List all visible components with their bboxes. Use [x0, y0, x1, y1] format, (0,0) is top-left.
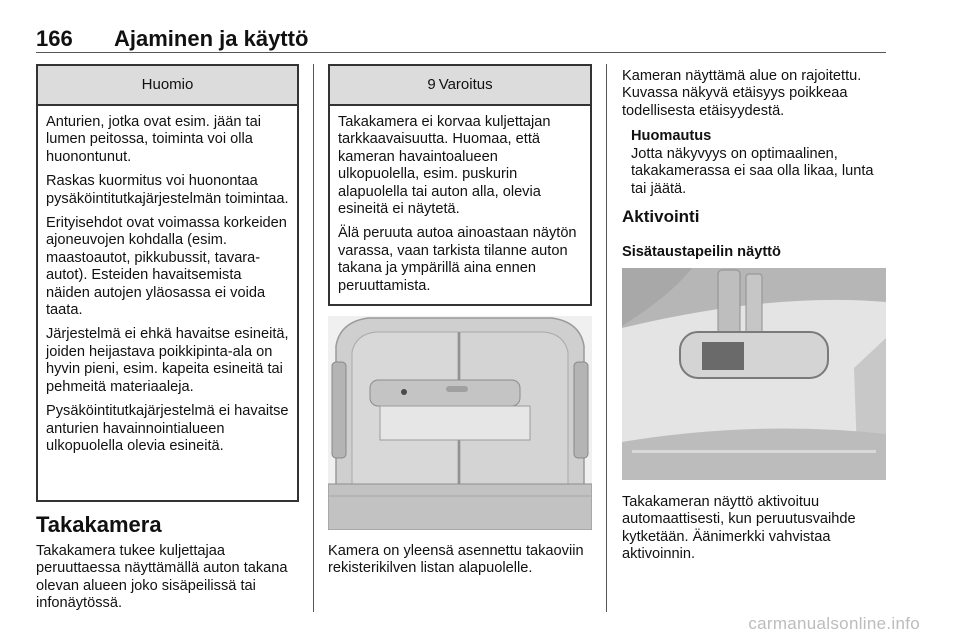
notice-paragraph: Anturien, jotka ovat esim. jään tai lumen peitossa, toiminta voi olla huonontunut.: [46, 114, 261, 165]
column-divider-2: [606, 64, 607, 612]
activation-text: Takakameran näyttö aktivoituu automaattisesti, kun peruutusvaihde kytketään. Äänimerkki vahvistaa aktivoinnin.: [622, 494, 856, 563]
takakamera-heading: Takakamera: [36, 512, 162, 537]
notice-paragraph: Erityisehdot ovat voimassa korkeiden ajoneuvojen kohdalla (esim. maastoautot, pikkubussit, tavara-autot). Esteiden havaitsemista näiden autojen yläosassa ei voida taata.: [46, 215, 287, 319]
warning-title-text: Varoitus: [438, 76, 493, 93]
warning-symbol: 9: [427, 76, 436, 93]
notice-box-title: Huomio: [38, 66, 297, 106]
note-heading: Huomautus: [631, 128, 712, 144]
van-rear-illustration: [328, 316, 592, 530]
warning-paragraph: Älä peruuta autoa ainoastaan näytön varassa, vaan tarkista tilanne auton takana ja ympärillä aina ennen peruuttamista.: [338, 225, 577, 294]
header-rule: [36, 52, 886, 53]
activation-heading: Aktivointi: [622, 207, 700, 226]
column-divider-1: [313, 64, 314, 612]
warning-box-title: [330, 66, 590, 106]
notice-paragraph: Raskas kuormitus voi huonontaa pysäköintitutkajärjestelmän toimintaa.: [46, 173, 289, 207]
notice-box: [36, 64, 299, 502]
mirror-display-heading: Sisätaustapeilin näyttö: [622, 244, 781, 260]
right-intro-text: Kameran näyttämä alue on rajoitettu. Kuvassa näkyvä etäisyys poikkeaa todellisesta etäisyydestä.: [622, 68, 862, 119]
warning-box-body: [330, 106, 590, 295]
watermark: carmanualsonline.info: [748, 614, 920, 633]
warning-box: [328, 64, 592, 306]
warning-paragraph: Takakamera ei korvaa kuljettajan tarkkaavaisuutta. Huomaa, että kameran havaintoalueen ulkopuolella, esim. puskurin alapuolella tai auton alla, olevia esineitä ei näytetä.: [338, 114, 551, 218]
notice-paragraph: Pysäköintitutkajärjestelmä ei havaitse anturien havainnointialueen ulkopuolella olevia esineitä.: [46, 403, 289, 454]
takakamera-text: Takakamera tukee kuljettajaa peruuttaessa näyttämällä auton takana olevan alueen joko sisäpeilissä tai infonäytössä.: [36, 543, 288, 612]
van-caption: Kamera on yleensä asennettu takaoviin rekisterikilven listan alapuolelle.: [328, 543, 584, 577]
notice-paragraph: Järjestelmä ei ehkä havaitse esineitä, joiden heijastava poikkipinta-ala on hyvin pieni, esim. kapeita esineitä tai pehmeitä materiaaleja.: [46, 326, 289, 395]
mirror-display-illustration: [622, 268, 886, 480]
page-number: 166: [36, 26, 73, 51]
note-text: Jotta näkyvyys on optimaalinen, takakamerassa ei saa olla likaa, lunta tai jäätä.: [631, 146, 874, 197]
notice-box-body: [38, 106, 297, 455]
page-title: Ajaminen ja käyttö: [114, 26, 309, 51]
